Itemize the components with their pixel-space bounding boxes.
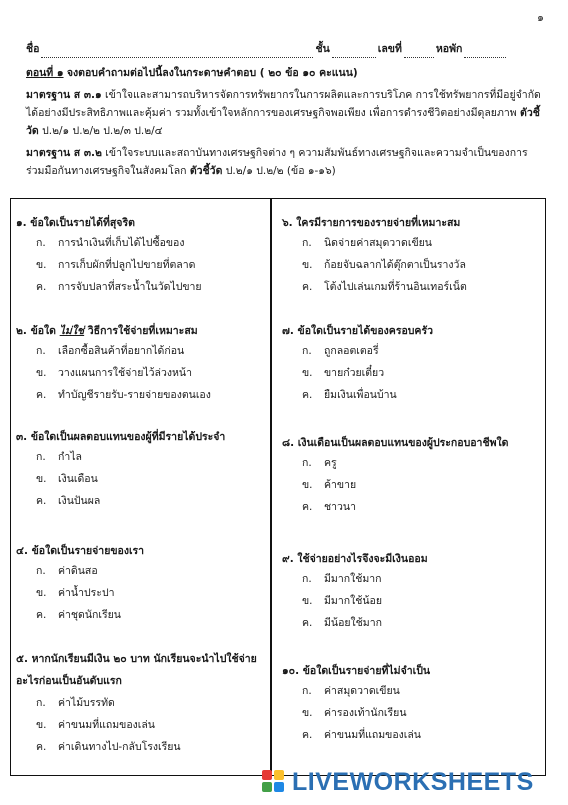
question-2	[16, 322, 274, 406]
name-field[interactable]	[41, 45, 313, 58]
standard-2	[26, 144, 546, 180]
option-c[interactable]: ค. ค่าขนมที่แถมของเล่น	[302, 729, 421, 741]
standard-1-indicator-label: ตัวชี้วัด	[26, 107, 540, 137]
option-c[interactable]: ค. โต้งไปเล่นเกมที่ร้านอินเทอร์เน็ต	[302, 281, 467, 293]
liveworksheets-logo-icon	[262, 770, 288, 796]
option-b[interactable]: ข. การเก็บผักที่ปลูกไปขายที่ตลาด	[36, 259, 196, 271]
option-c[interactable]: ค. ยืมเงินเพื่อนบ้าน	[302, 389, 397, 401]
watermark-text: LIVEWORKSHEETS	[292, 768, 534, 796]
option-c[interactable]: ค. ทำบัญชีรายรับ-รายจ่ายของตนเอง	[36, 389, 211, 401]
option-c[interactable]: ค. การจับปลาที่สระน้ำในวัดไปขาย	[36, 281, 202, 293]
option-b[interactable]: ข. ค่าน้ำประปา	[36, 587, 115, 599]
part-instruction: จงตอบคำถามต่อไปนี้ลงในกระดาษคำตอบ ( ๒๐ ข้อ ๑๐ คะแนน)	[66, 67, 358, 79]
option-b[interactable]: ข. วางแผนการใช้จ่ายไว้ล่วงหน้า	[36, 367, 192, 379]
option-c[interactable]: ค. ค่าชุดนักเรียน	[36, 609, 121, 621]
standard-1-label: มาตรฐาน ส ๓.๑	[26, 89, 102, 101]
question-title: ๕. หากนักเรียนมีเงิน ๒๐ บาท นักเรียนจะนำไปใช้จ่ายอะไรก่อนเป็นอันดับแรก	[16, 653, 257, 687]
standard-1-text: เข้าใจและสามารถบริหารจัดการทรัพยากรในการผลิตและการบริโภค การใช้ทรัพยากรที่มีอยู่จำกัดได้อย่างมีประสิทธิภาพและคุ้มค่า รวมทั้งเข้าใจหลักการของเศรษฐกิจพอเพียง เพื่อการดำรงชีวิตอย่างมีดุลยภาพ	[26, 89, 541, 119]
question-1	[16, 214, 274, 298]
liveworksheets-watermark	[262, 768, 534, 797]
question-8	[282, 434, 540, 518]
student-info-line	[26, 40, 546, 58]
question-title: ๑. ข้อใดเป็นรายได้ที่สุจริต	[16, 217, 135, 229]
option-b[interactable]: ข. ค่าขนมที่แถมของเล่น	[36, 719, 155, 731]
standard-1	[26, 86, 546, 140]
option-b[interactable]: ข. ค้าขาย	[302, 479, 357, 491]
option-a[interactable]: ก. มีมากใช้มาก	[302, 573, 382, 585]
question-title: ๙. ใช้จ่ายอย่างไรจึงจะมีเงินออม	[282, 553, 428, 565]
standard-2-indicators: ป.๒/๑ ป.๒/๒ (ข้อ ๑-๑๖)	[225, 165, 336, 177]
option-b[interactable]: ข. ก้อยจับฉลากได้ตุ๊กตาเป็นรางวัล	[302, 259, 466, 271]
option-a[interactable]: ก. ค่าสมุดวาดเขียน	[302, 685, 400, 697]
part-title: ตอนที่ ๑	[26, 67, 64, 79]
class-label: ชั้น	[315, 43, 330, 55]
question-title: ๗. ข้อใดเป็นรายได้ของครอบครัว	[282, 325, 433, 337]
question-title: ๑๐. ข้อใดเป็นรายจ่ายที่ไม่จำเป็น	[282, 665, 431, 677]
option-b[interactable]: ข. ขายก๋วยเตี๋ยว	[302, 367, 385, 379]
question-10	[282, 662, 540, 746]
option-a[interactable]: ก. ถูกลอตเตอรี่	[302, 345, 379, 357]
question-4	[16, 542, 274, 626]
option-c[interactable]: ค. เงินปันผล	[36, 495, 101, 507]
option-c[interactable]: ค. ชาวนา	[302, 501, 356, 513]
worksheet-header	[26, 40, 546, 180]
option-c[interactable]: ค. ค่าเดินทางไป-กลับโรงเรียน	[36, 741, 181, 753]
question-9	[282, 550, 540, 634]
option-a[interactable]: ก. ค่าดินสอ	[36, 565, 98, 577]
class-field[interactable]	[332, 45, 376, 58]
option-a[interactable]: ก. ค่าไม้บรรทัด	[36, 697, 115, 709]
question-6	[282, 214, 540, 298]
option-a[interactable]: ก. นิดจ่ายค่าสมุดวาดเขียน	[302, 237, 432, 249]
question-5	[16, 648, 274, 758]
option-a[interactable]: ก. ครู	[302, 457, 337, 469]
dorm-label: หอพัก	[435, 43, 463, 55]
standard-1-indicators: ป.๒/๑ ป.๒/๒ ป.๒/๓ ป.๒/๔	[42, 125, 163, 137]
standard-2-indicator-label: ตัวชี้วัด	[189, 165, 223, 177]
question-title: ๖. ใครมีรายการของรายจ่ายที่เหมาะสม	[282, 217, 461, 229]
number-label: เลขที่	[377, 43, 402, 55]
standard-2-label: มาตรฐาน ส ๓.๒	[26, 147, 102, 159]
part-heading	[26, 64, 546, 82]
page-number: ๑	[537, 11, 544, 24]
option-a[interactable]: ก. เลือกซื้อสินค้าที่อยากได้ก่อน	[36, 345, 185, 357]
option-a[interactable]: ก. กำไล	[36, 451, 82, 463]
standard-2-text: เข้าใจระบบและสถาบันทางเศรษฐกิจต่าง ๆ ความสัมพันธ์ทางเศรษฐกิจและความจำเป็นของการร่วมมือกันทางเศรษฐกิจในสังคมโลก	[26, 147, 528, 177]
question-title: ๒. ข้อใด ไม่ใช่ วิธีการใช้จ่ายที่เหมาะสม	[16, 325, 198, 337]
dorm-field[interactable]	[464, 45, 506, 58]
name-label: ชื่อ	[26, 43, 40, 55]
question-title: ๓. ข้อใดเป็นผลตอบแทนของผู้ที่มีรายได้ประจำ	[16, 431, 226, 443]
question-3	[16, 428, 274, 512]
question-title: ๔. ข้อใดเป็นรายจ่ายของเรา	[16, 545, 145, 557]
option-b[interactable]: ข. ค่ารองเท้านักเรียน	[302, 707, 407, 719]
option-a[interactable]: ก. การนำเงินที่เก็บได้ไปซื้อของ	[36, 237, 185, 249]
question-title: ๘. เงินเดือนเป็นผลตอบแทนของผู้ประกอบอาชีพใด	[282, 437, 509, 449]
option-b[interactable]: ข. มีมากใช้น้อย	[302, 595, 382, 607]
option-c[interactable]: ค. มีน้อยใช้มาก	[302, 617, 382, 629]
option-b[interactable]: ข. เงินเดือน	[36, 473, 98, 485]
emphasis-not: ไม่ใช่	[59, 325, 85, 337]
number-field[interactable]	[404, 45, 434, 58]
question-7	[282, 322, 540, 406]
